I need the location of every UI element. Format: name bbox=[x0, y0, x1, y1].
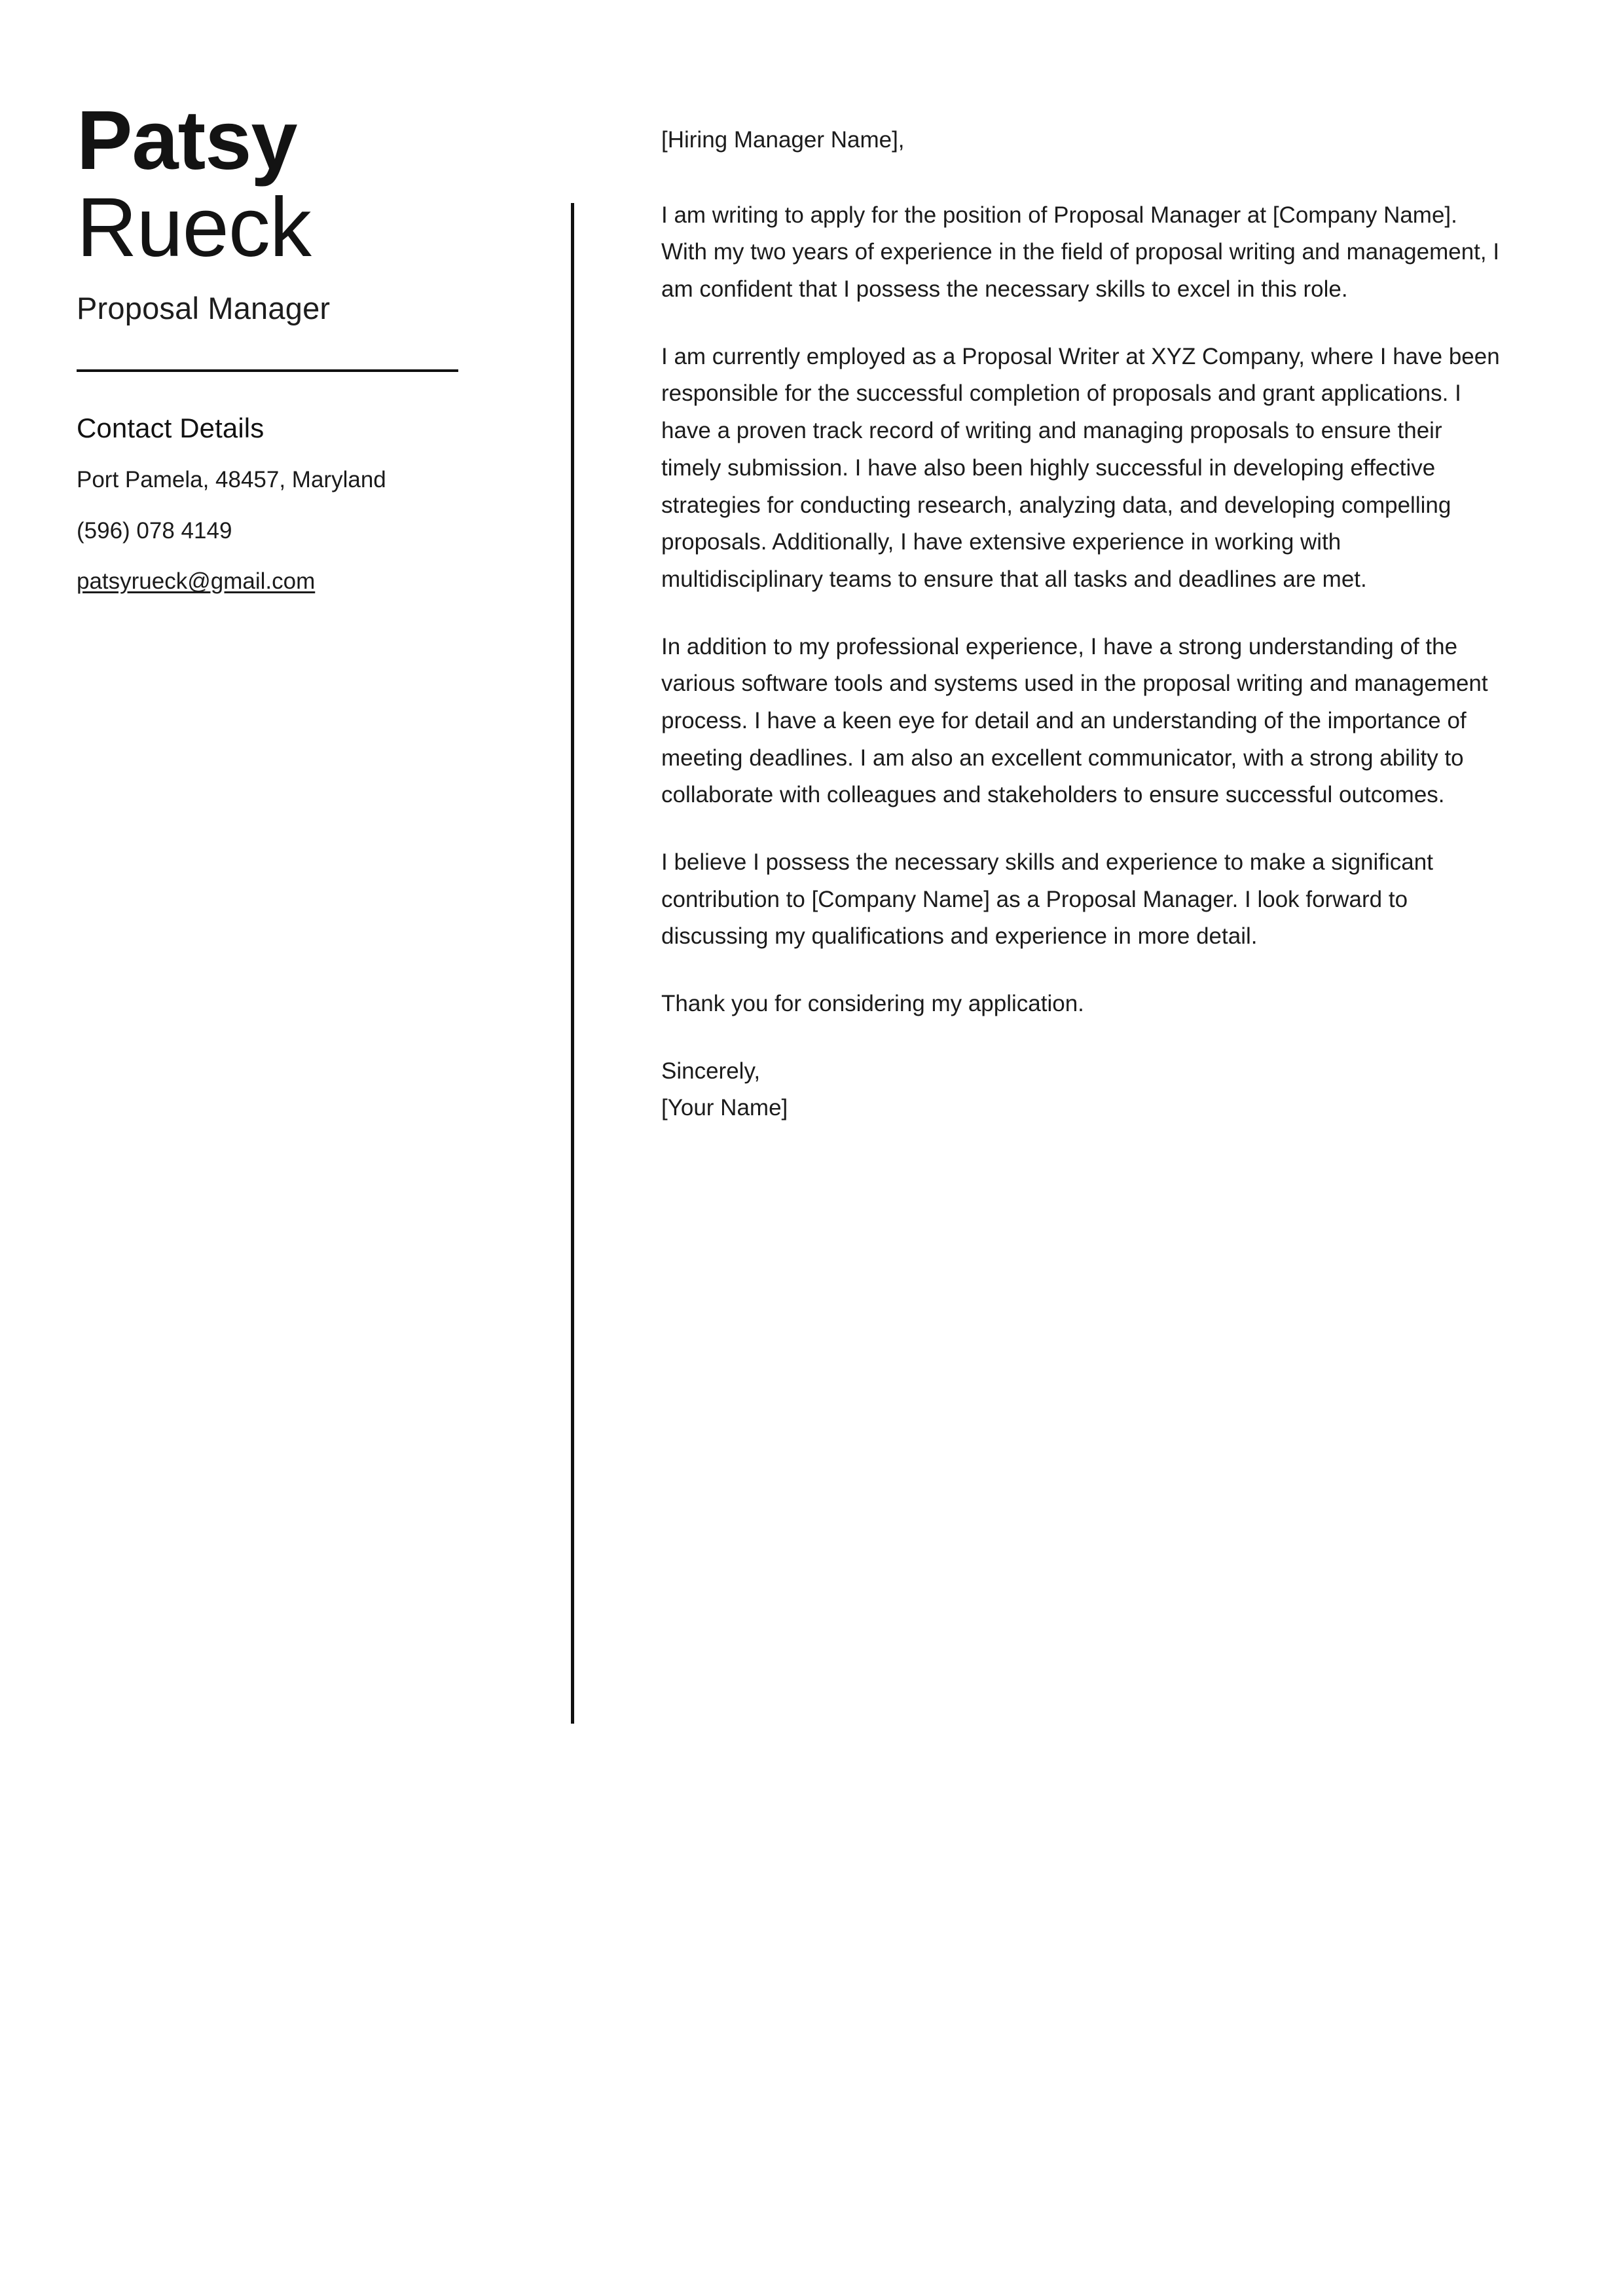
vertical-divider-rule bbox=[571, 203, 574, 1724]
letter-signature-name: [Your Name] bbox=[661, 1095, 788, 1121]
contact-details-list bbox=[77, 464, 496, 598]
contact-details-heading: Contact Details bbox=[77, 413, 264, 444]
candidate-name bbox=[77, 94, 496, 274]
candidate-first-name: Patsy bbox=[77, 94, 297, 187]
contact-phone[interactable]: (596) 078 4149 bbox=[77, 517, 232, 544]
sidebar bbox=[77, 94, 496, 598]
letter-body bbox=[661, 122, 1503, 1127]
letter-paragraph-3: In addition to my professional experience, I have a strong understanding of the various software tools and systems used in the proposal writing and management process. I have a keen eye for detail and an understanding of the importance of meeting deadlines. I am also an excellent communicator, with a strong ability to collaborate with colleagues and stakeholders to ensure successful outcomes. bbox=[661, 633, 1488, 808]
letter-salutation: [Hiring Manager Name], bbox=[661, 127, 905, 153]
sidebar-horizontal-rule bbox=[77, 369, 458, 372]
candidate-job-title: Proposal Manager bbox=[77, 291, 331, 326]
contact-address: Port Pamela, 48457, Maryland bbox=[77, 467, 386, 493]
contact-email[interactable]: patsyrueck@gmail.com bbox=[77, 568, 316, 595]
letter-paragraph-1: I am writing to apply for the position of Proposal Manager at [Company Name]. With my two years of experience in the field of proposal writing and management, I am confident that I possess the necessary skills to excel in this role. bbox=[661, 202, 1500, 303]
letter-paragraph-2: I am currently employed as a Proposal Writer at XYZ Company, where I have been responsible for the successful completion of proposals and grant applications. I have a proven track record of writing and managing proposals to ensure their timely submission. I have also been highly successful in developing effective strategies for conducting research, analyzing data, and developing compelling proposals. Additionally, I have extensive experience in working with multidisciplinary teams to ensure that all tasks and deadlines are met. bbox=[661, 343, 1500, 592]
candidate-last-name: Rueck bbox=[77, 180, 311, 274]
letter-sign-off: Sincerely, bbox=[661, 1058, 761, 1084]
letter-paragraph-4: I believe I possess the necessary skills and experience to make a significant contribution to [Company Name] as a Proposal Manager. I look forward to discussing my qualifications and experience in more detail. bbox=[661, 849, 1433, 950]
letter-thanks: Thank you for considering my application. bbox=[661, 991, 1084, 1017]
